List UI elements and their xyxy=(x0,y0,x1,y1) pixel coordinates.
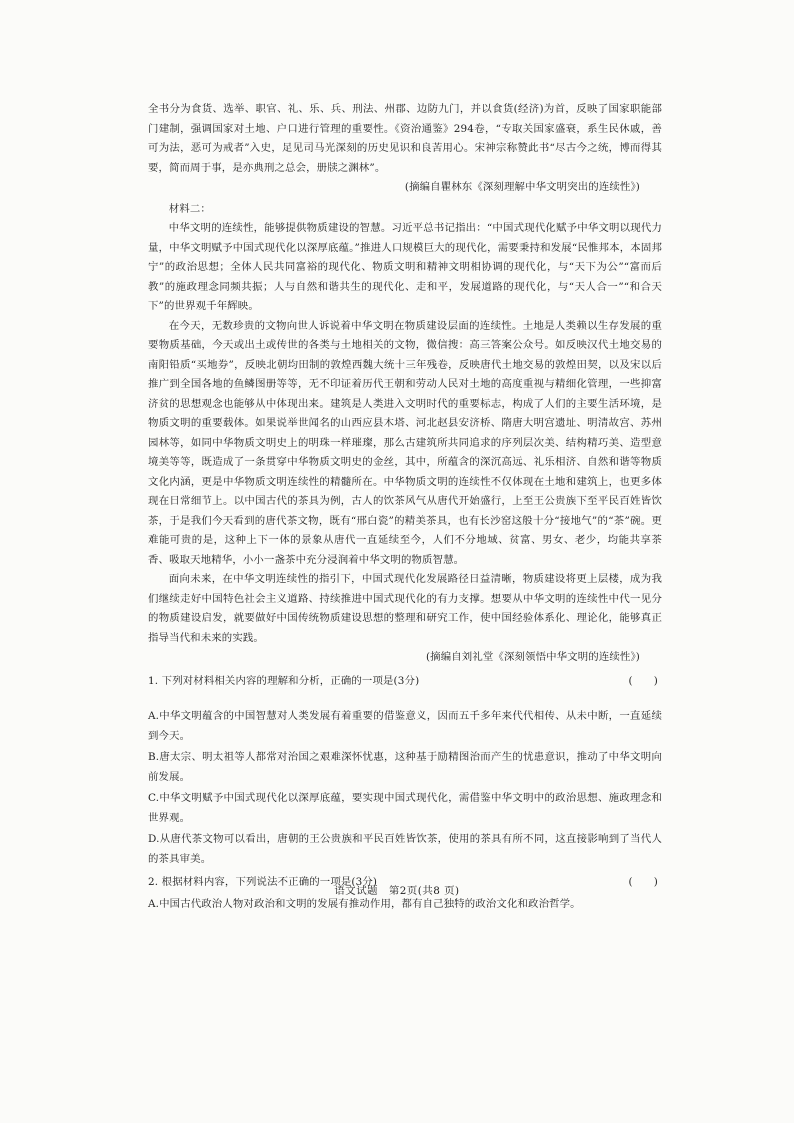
question-1-option-d: D.从唐代茶文物可以看出，唐朝的王公贵族和平民百姓皆饮茶，使用的茶具有所不同，这直接影响到了当代人的茶具审美。 xyxy=(148,833,662,865)
question-2-answer-blank: ( ) xyxy=(628,876,658,888)
source-citation-1: (摘编自瞿林东《深刻理解中华文明突出的连续性》) xyxy=(404,181,640,193)
question-1-text: 1. 下列对材料相关内容的理解和分析，正确的一项是(3分) xyxy=(148,674,420,687)
page-footer: 语文试题 第2页(共8 页) xyxy=(334,885,460,897)
question-1-option-b: B.唐太宗、明太祖等人都常对治国之艰难深怀忧惠，这种基于励精图治而产生的忧患意识，推动了中华文明向前发展。 xyxy=(148,751,662,783)
question-1-spacer xyxy=(148,691,662,705)
question-1-answer-blank: ( ) xyxy=(628,674,658,687)
question-1 xyxy=(148,672,662,692)
passage1-continuation: 全书分为食货、选举、职官、礼、乐、兵、刑法、州郡、边防九门，并以食货(经济)为首，反映了国家职能部门建制，强调国家对土地、户口进行管理的重要性。《资治通鉴》294卷，“专取关国家盛衰，系生民休戚，善可为法，恶可为戒者”入史，足见司马光深刻的历史见识和良苦用心。宋神宗称赞此书“尽古今之统，博而得其要，简而周于事，是亦典刑之总会，册牍之渊林”。 xyxy=(148,103,662,174)
material2-heading: 材料二： xyxy=(168,202,211,215)
material2-paragraph-1: 中华文明的连续性，能够提供物质建设的智慧。习近平总书记指出：“中国式现代化赋予中华文明以现代力量，中华文明赋予中国式现代化以深厚底蕴。”推进人口规模巨大的现代化，需要秉持和发展“民惟邦本，本固邦宁”的政治思想；全体人民共同富裕的现代化、物质文明和精神文明相协调的现代化，与“天下为公”“富而后教”的施政理念同频共振；人与自然和谐共生的现代化、走和平，发展道路的现代化，与“天人合一”“和合天下”的世界观千年辉映。 xyxy=(148,222,662,312)
question-2-option-a: A.中国古代政治人物对政治和文明的发展有推动作用，都有自己独特的政治文化和政治哲学。 xyxy=(148,897,581,910)
question-1-option-a: A.中华文明蕴含的中国智慧对人类发展有着重要的借鉴意义，因而五千多年来代代相传、从未中断，一直延续到今天。 xyxy=(148,710,662,742)
source-citation-2: (摘编自刘礼堂《深刻领悟中华文明的连续性》) xyxy=(425,651,640,663)
question-2-text: 2. 根据材料内容，下列说法不正确的一项是(3分) xyxy=(148,876,378,888)
material2-paragraph-3: 面向未来，在中华文明连续性的指引下，中国式现代化发展路径日益清晰，物质建设将更上层楼，成为我们继续走好中国特色社会主义道路、持续推进中国式现代化的有力支撑。想要从中华文明的连续性中代一见分的物质建设启发，就要做好中国传统物质建设思想的整理和研究工作，使中国经验体系化、理论化，能够真正指导当代和未来的实践。 xyxy=(148,573,662,644)
question-1-option-c: C.中华文明赋予中国式现代化以深厚底蕴，要实现中国式现代化，需借鉴中华文明中的政治思想、施政理念和世界观。 xyxy=(148,792,662,824)
material2-paragraph-2: 在今天，无数珍贵的文物向世人诉说着中华文明在物质建设层面的连续性。土地是人类赖以生存发展的重要物质基础，今天或出土或传世的各类与土地相关的文物，微信搜：高三答案公众号。如反映汉代土地交易的南阳铅质“买地券”，反映北朝均田制的敦煌西魏大统十三年残卷，反映唐代土地交易的敦煌田契，以及宋以后推广到全国各地的鱼鳞图册等等，无不印证着历代王朝和劳动人民对土地的高度重视与精细化管理，一些抑富济贫的思想观念也能够从中体现出来。建筑是人类进入文明时代的重要标志，构成了人们的主要生活环境，是物质文明的重要载体。如果说举世闻名的山西应县木塔、河北赵县安济桥、隋唐大明宫遗址、明清故宫、苏州园林等，如同中华物质文明史上的明珠一样璀璨，那么古建筑所共同追求的序列层次美、结构精巧美、造型意境美等等，既造成了一条贯穿中华物质文明史的金丝，其中，所蕴含的深沉高远、礼乐相济、自然和谐等物质文化内涵，更是中华物质文明连续性的精髓所在。中华物质文明的连续性不仅体现在土地和建筑上，也更多体现在日常细节上。以中国古代的茶具为例，古人的饮茶风气从唐代开始盛行，上至王公贵族下至平民百姓皆饮茶，于是我们今天看到的唐代茶文物，既有“邢白瓷”的精美茶具，也有长沙窑这般十分“接地气”的“茶”碗。更难能可贵的是，这种上下一体的景象从唐代一直延续至今，人们不分地域、贫富、男女、老少，均能共享茶香、吸取天地精华，小小一盏茶中充分浸润着中华文明的物质智慧。 xyxy=(148,319,662,566)
page-content xyxy=(148,100,662,914)
